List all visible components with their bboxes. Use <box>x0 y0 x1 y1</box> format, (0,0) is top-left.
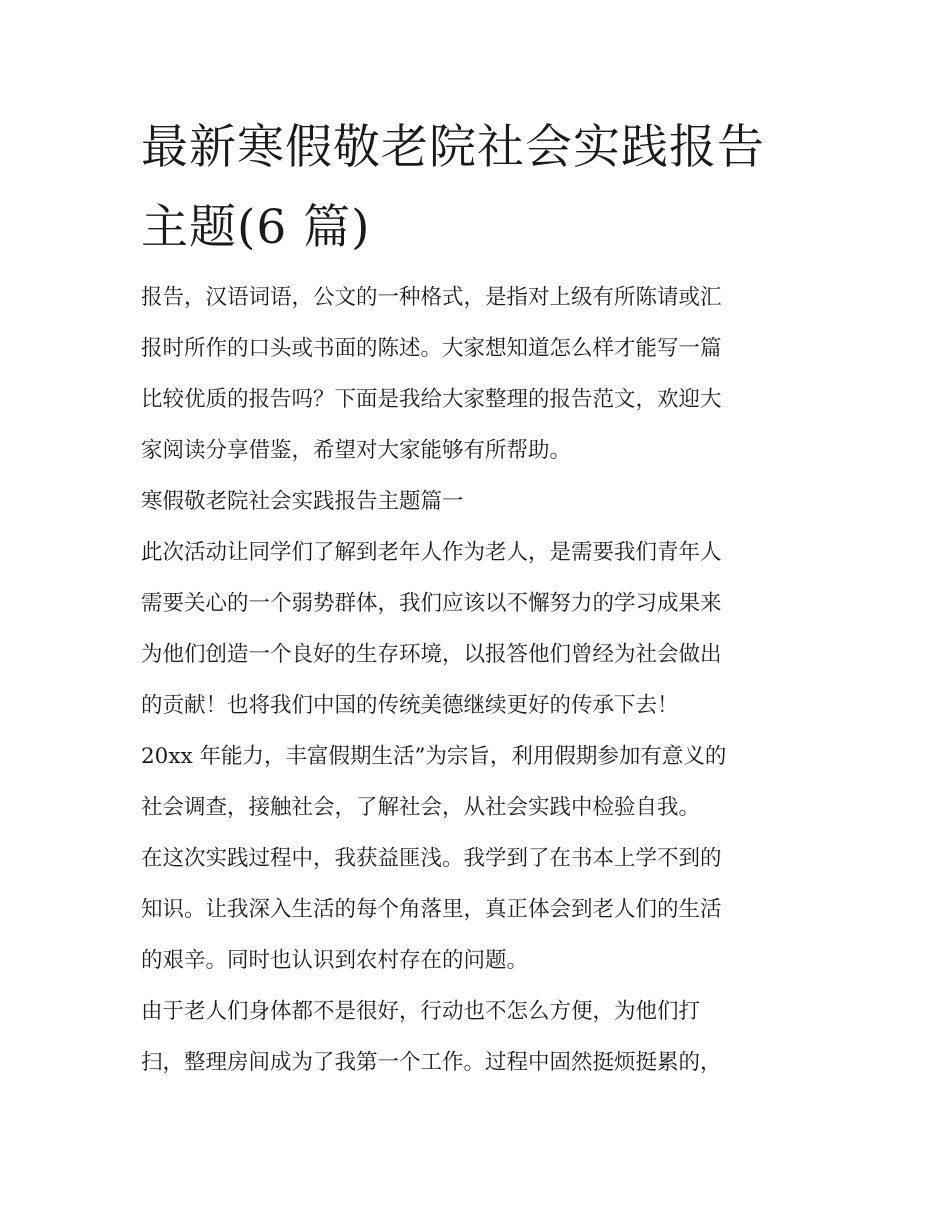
text-line: 知识。让我深入生活的每个角落里，真正体会到老人们的生活 <box>141 897 722 922</box>
text-line: 家阅读分享借鉴，希望对大家能够有所帮助。 <box>141 438 572 463</box>
section-heading <box>141 476 821 527</box>
document-body <box>141 272 821 1088</box>
text-line: 由于老人们身体都不是很好，行动也不怎么方便，为他们打 <box>141 999 701 1024</box>
text-line: 的贡献！也将我们中国的传统美德继续更好的传承下去！ <box>141 693 679 718</box>
text-line: 报时所作的口头或书面的陈述。大家想知道怎么样才能写一篇 <box>141 336 722 361</box>
text-line: 在这次实践过程中，我获益匪浅。我学到了在书本上学不到的 <box>141 846 722 871</box>
body-paragraph <box>141 833 821 986</box>
text-line: 为他们创造一个良好的生存环境，以报答他们曾经为社会做出 <box>141 642 722 667</box>
title-line: 最新寒假敬老院社会实践报告 <box>141 120 765 175</box>
body-paragraph <box>141 527 821 731</box>
text-line: 社会调查，接触社会，了解社会，从社会实践中检验自我。 <box>141 795 701 820</box>
document-title <box>141 108 821 268</box>
text-line: 此次活动让同学们了解到老年人作为老人，是需要我们青年人 <box>141 540 722 565</box>
text-line: 报告，汉语词语，公文的一种格式，是指对上级有所陈请或汇 <box>141 285 722 310</box>
text-line: 需要关心的一个弱势群体，我们应该以不懈努力的学习成果来 <box>141 591 722 616</box>
intro-paragraph <box>141 272 821 476</box>
body-paragraph <box>141 986 821 1088</box>
text-line: 扫，整理房间成为了我第一个工作。过程中固然挺烦挺累的， <box>141 1050 722 1075</box>
text-line: 的艰辛。同时也认识到农村存在的问题。 <box>141 948 529 973</box>
title-line: 主题(6 篇) <box>141 200 371 255</box>
text-line: 20xx 年能力，丰富假期生活”为宗旨，利用假期参加有意义的 <box>141 744 727 769</box>
body-paragraph <box>141 731 821 833</box>
text-line: 寒假敬老院社会实践报告主题篇一 <box>141 489 464 514</box>
text-line: 比较优质的报告吗？下面是我给大家整理的报告范文，欢迎大 <box>141 387 722 412</box>
